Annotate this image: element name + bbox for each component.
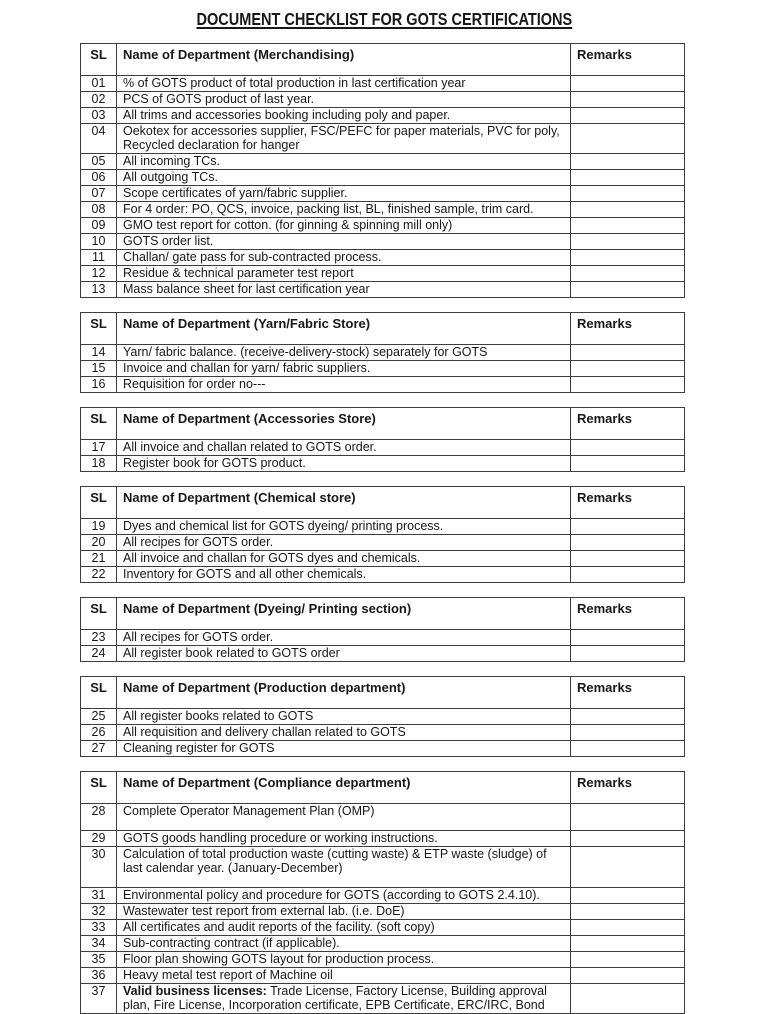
sl-cell: 01 (81, 76, 117, 92)
sl-cell: 33 (81, 920, 117, 936)
table-header-row (81, 408, 685, 440)
sl-cell: 07 (81, 186, 117, 202)
table-row (81, 108, 685, 124)
item-description-cell: All trims and accessories booking including poly and paper. (117, 108, 571, 124)
remarks-cell (571, 234, 685, 250)
remarks-cell (571, 76, 685, 92)
sl-cell: 25 (81, 709, 117, 725)
remarks-cell (571, 725, 685, 741)
table-row (81, 888, 685, 904)
remarks-cell (571, 154, 685, 170)
item-description-cell: Dyes and chemical list for GOTS dyeing/ printing process. (117, 519, 571, 535)
remarks-column-header: Remarks (571, 408, 685, 440)
remarks-cell (571, 92, 685, 108)
table-header-row (81, 44, 685, 76)
table-row (81, 282, 685, 298)
remarks-cell (571, 250, 685, 266)
sl-cell: 27 (81, 741, 117, 757)
table-row (81, 76, 685, 92)
item-description-cell: Sub-contracting contract (if applicable). (117, 936, 571, 952)
remarks-cell (571, 804, 685, 831)
table-row (81, 250, 685, 266)
sl-cell: 20 (81, 535, 117, 551)
table-row (81, 361, 685, 377)
table-header-row (81, 677, 685, 709)
remarks-cell (571, 456, 685, 472)
sl-cell: 14 (81, 345, 117, 361)
remarks-column-header: Remarks (571, 772, 685, 804)
item-description-cell: All incoming TCs. (117, 154, 571, 170)
sl-cell: 04 (81, 124, 117, 154)
remarks-column-header: Remarks (571, 677, 685, 709)
remarks-cell (571, 124, 685, 154)
sl-cell: 29 (81, 831, 117, 847)
sl-cell: 12 (81, 266, 117, 282)
table-row (81, 725, 685, 741)
remarks-cell (571, 186, 685, 202)
remarks-cell (571, 968, 685, 984)
remarks-cell (571, 535, 685, 551)
remarks-column-header: Remarks (571, 598, 685, 630)
table-header-row (81, 598, 685, 630)
remarks-cell (571, 936, 685, 952)
department-column-header: Name of Department (Yarn/Fabric Store) (117, 313, 571, 345)
remarks-cell (571, 952, 685, 968)
sl-cell: 03 (81, 108, 117, 124)
page-title-text: DOCUMENT CHECKLIST FOR GOTS CERTIFICATIONS (196, 9, 572, 29)
table-row (81, 234, 685, 250)
sl-cell: 16 (81, 377, 117, 393)
sl-cell: 23 (81, 630, 117, 646)
table-header-row (81, 313, 685, 345)
item-description-cell: For 4 order: PO, QCS, invoice, packing list, BL, finished sample, trim card. (117, 202, 571, 218)
sl-cell: 08 (81, 202, 117, 218)
item-description-cell: Heavy metal test report of Machine oil (117, 968, 571, 984)
sl-column-header: SL (81, 487, 117, 519)
item-description-cell: Floor plan showing GOTS layout for production process. (117, 952, 571, 968)
department-column-header: Name of Department (Chemical store) (117, 487, 571, 519)
remarks-cell (571, 202, 685, 218)
item-description-cell: Requisition for order no--- (117, 377, 571, 393)
table-row (81, 92, 685, 108)
item-description-cell: All register books related to GOTS (117, 709, 571, 725)
remarks-cell (571, 551, 685, 567)
department-table (80, 312, 685, 393)
item-description-cell: All certificates and audit reports of the facility. (soft copy) (117, 920, 571, 936)
table-row (81, 984, 685, 1014)
item-description-cell: GMO test report for cotton. (for ginning & spinning mill only) (117, 218, 571, 234)
remarks-cell (571, 108, 685, 124)
table-row (81, 218, 685, 234)
sl-cell: 24 (81, 646, 117, 662)
table-row (81, 804, 685, 831)
remarks-cell (571, 904, 685, 920)
item-description-cell: All invoice and challan for GOTS dyes and chemicals. (117, 551, 571, 567)
department-column-header: Name of Department (Dyeing/ Printing section) (117, 598, 571, 630)
item-description-cell: Inventory for GOTS and all other chemicals. (117, 567, 571, 583)
item-description-cell: Challan/ gate pass for sub-contracted process. (117, 250, 571, 266)
item-description-cell: % of GOTS product of total production in last certification year (117, 76, 571, 92)
item-description-cell: All requisition and delivery challan related to GOTS (117, 725, 571, 741)
table-row (81, 440, 685, 456)
table-row (81, 952, 685, 968)
item-description-cell: Mass balance sheet for last certification year (117, 282, 571, 298)
table-row (81, 741, 685, 757)
sl-cell: 13 (81, 282, 117, 298)
remarks-cell (571, 920, 685, 936)
item-description-cell: GOTS goods handling procedure or working instructions. (117, 831, 571, 847)
department-table (80, 486, 685, 583)
item-description-cell: Scope certificates of yarn/fabric supplier. (117, 186, 571, 202)
sl-column-header: SL (81, 408, 117, 440)
item-description-cell: Register book for GOTS product. (117, 456, 571, 472)
table-row (81, 535, 685, 551)
checklist-sections (0, 43, 768, 1014)
sl-cell: 22 (81, 567, 117, 583)
remarks-cell (571, 709, 685, 725)
remarks-cell (571, 170, 685, 186)
item-description-cell: Wastewater test report from external lab. (i.e. DoE) (117, 904, 571, 920)
table-row (81, 345, 685, 361)
item-description-cell: All invoice and challan related to GOTS order. (117, 440, 571, 456)
table-row (81, 831, 685, 847)
sl-cell: 26 (81, 725, 117, 741)
item-description-cell: Cleaning register for GOTS (117, 741, 571, 757)
item-description-cell: Residue & technical parameter test report (117, 266, 571, 282)
sl-cell: 11 (81, 250, 117, 266)
remarks-cell (571, 282, 685, 298)
sl-cell: 09 (81, 218, 117, 234)
department-table (80, 43, 685, 298)
sl-cell: 05 (81, 154, 117, 170)
remarks-cell (571, 345, 685, 361)
item-description-cell: Oekotex for accessories supplier, FSC/PEFC for paper materials, PVC for poly, Recycled declaration for hanger (117, 124, 571, 154)
item-description-cell: Environmental policy and procedure for GOTS (according to GOTS 2.4.10). (117, 888, 571, 904)
table-header-row (81, 487, 685, 519)
remarks-cell (571, 440, 685, 456)
remarks-column-header: Remarks (571, 313, 685, 345)
sl-cell: 02 (81, 92, 117, 108)
table-row (81, 920, 685, 936)
remarks-cell (571, 567, 685, 583)
table-row (81, 709, 685, 725)
remarks-cell (571, 646, 685, 662)
sl-cell: 18 (81, 456, 117, 472)
department-table (80, 407, 685, 472)
sl-cell: 31 (81, 888, 117, 904)
remarks-cell (571, 218, 685, 234)
department-table (80, 771, 685, 1014)
sl-column-header: SL (81, 313, 117, 345)
table-row (81, 170, 685, 186)
table-row (81, 968, 685, 984)
department-table (80, 597, 685, 662)
remarks-cell (571, 984, 685, 1014)
department-column-header: Name of Department (Compliance department) (117, 772, 571, 804)
sl-cell: 35 (81, 952, 117, 968)
sl-column-header: SL (81, 44, 117, 76)
sl-column-header: SL (81, 677, 117, 709)
sl-column-header: SL (81, 772, 117, 804)
item-description-cell: Yarn/ fabric balance. (receive-delivery-stock) separately for GOTS (117, 345, 571, 361)
item-description-cell: Valid business licenses: Trade License, Factory License, Building approval plan, Fire License, Incorporation certificate, EPB Certificate, ERC/IRC, Bond (117, 984, 571, 1014)
remarks-column-header: Remarks (571, 44, 685, 76)
remarks-cell (571, 519, 685, 535)
department-table (80, 676, 685, 757)
remarks-cell (571, 630, 685, 646)
table-row (81, 266, 685, 282)
table-row (81, 847, 685, 888)
table-row (81, 936, 685, 952)
item-description-cell: All register book related to GOTS order (117, 646, 571, 662)
table-row (81, 519, 685, 535)
remarks-cell (571, 831, 685, 847)
department-column-header: Name of Department (Accessories Store) (117, 408, 571, 440)
item-bold-label: Valid business licenses: (123, 984, 267, 998)
table-row (81, 186, 685, 202)
table-row (81, 630, 685, 646)
table-row (81, 646, 685, 662)
sl-cell: 32 (81, 904, 117, 920)
department-column-header: Name of Department (Production department) (117, 677, 571, 709)
table-row (81, 377, 685, 393)
table-row (81, 456, 685, 472)
remarks-cell (571, 361, 685, 377)
remarks-cell (571, 741, 685, 757)
sl-cell: 21 (81, 551, 117, 567)
sl-cell: 30 (81, 847, 117, 888)
item-description-cell: PCS of GOTS product of last year. (117, 92, 571, 108)
table-row (81, 567, 685, 583)
table-row (81, 154, 685, 170)
table-row (81, 124, 685, 154)
table-header-row (81, 772, 685, 804)
sl-cell: 36 (81, 968, 117, 984)
remarks-cell (571, 888, 685, 904)
department-column-header: Name of Department (Merchandising) (117, 44, 571, 76)
sl-cell: 37 (81, 984, 117, 1014)
sl-cell: 17 (81, 440, 117, 456)
item-description-cell: All recipes for GOTS order. (117, 535, 571, 551)
item-description-cell: All recipes for GOTS order. (117, 630, 571, 646)
page-title (0, 9, 768, 30)
remarks-column-header: Remarks (571, 487, 685, 519)
table-row (81, 551, 685, 567)
item-description-cell: Calculation of total production waste (cutting waste) & ETP waste (sludge) of last calendar year. (January-December) (117, 847, 571, 888)
item-description-cell: GOTS order list. (117, 234, 571, 250)
sl-cell: 10 (81, 234, 117, 250)
remarks-cell (571, 847, 685, 888)
sl-cell: 15 (81, 361, 117, 377)
table-row (81, 904, 685, 920)
item-description-cell: Invoice and challan for yarn/ fabric suppliers. (117, 361, 571, 377)
sl-cell: 34 (81, 936, 117, 952)
sl-column-header: SL (81, 598, 117, 630)
table-row (81, 202, 685, 218)
item-description-cell: Complete Operator Management Plan (OMP) (117, 804, 571, 831)
remarks-cell (571, 266, 685, 282)
sl-cell: 06 (81, 170, 117, 186)
item-description-cell: All outgoing TCs. (117, 170, 571, 186)
sl-cell: 28 (81, 804, 117, 831)
remarks-cell (571, 377, 685, 393)
sl-cell: 19 (81, 519, 117, 535)
